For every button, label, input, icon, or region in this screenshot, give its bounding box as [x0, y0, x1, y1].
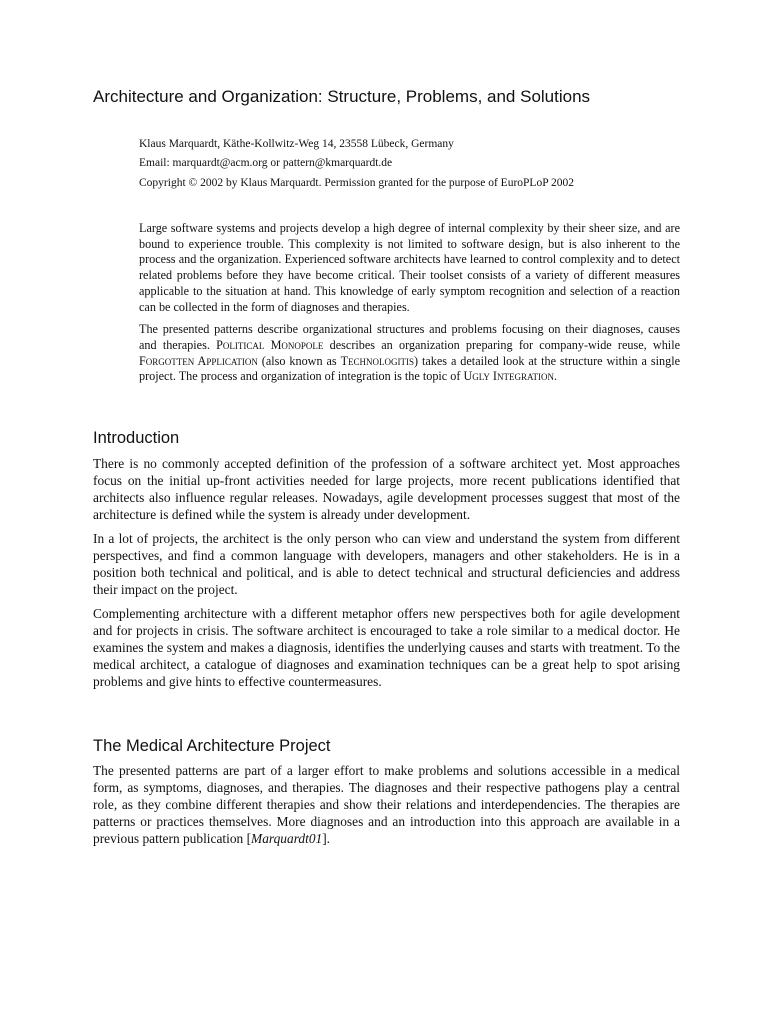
introduction-paragraph-1: There is no commonly accepted definition of the profession of a software architect yet. Most approaches focus on the initial up-front activities needed for large projects, more recent publications identified that architects also influence regular releases. Nowadays, agile development processes suggest that most of the architecture is defined while the system is already under development.: [93, 456, 680, 522]
abstract-text: .: [553, 369, 558, 384]
copyright-notice: Copyright © 2002 by Klaus Marquardt. Permission granted for the purpose of EuroPLoP 2002: [139, 177, 575, 189]
pattern-name-ugly-integration: Ugly Integration: [463, 369, 554, 384]
abstract-paragraph-1: Large software systems and projects develop a high degree of internal complexity by their sheer size, and are bound to experience trouble. This complexity is not limited to software design, but is also inherent to the process and the organization. Experienced software architects have learned to control complexity and to detect related problems before they have become critical. Their toolset consists of a variety of different measures applicable to the situation at hand. This knowledge of early symptom recognition and selection of a reaction can be collected in the form of diagnoses and therapies.: [139, 221, 680, 314]
medical-project-text: The presented patterns are part of a larger effort to make problems and solutions accessible in a medical form, as symptoms, diagnoses, and therapies. The diagnoses and their respective pathogens play a central role, as they combine different therapies and show their relations and interdependencies. The therapies are patterns or practices themselves. More diagnoses and an introduction into this approach are available in a previous pattern publication [: [93, 763, 680, 846]
introduction-body: [93, 455, 680, 697]
abstract: [139, 221, 680, 392]
author-email: Email: marquardt@acm.org or pattern@kmarquardt.de: [139, 157, 393, 169]
introduction-paragraph-2: In a lot of projects, the architect is the only person who can view and understand the system from different perspectives, and find a common language with developers, managers and other stakeholders. He is in a position both technical and political, and is able to detect technical and structural deficiencies and address their impact on the project.: [93, 531, 680, 597]
introduction-paragraph-3: Complementing architecture with a different metaphor offers new perspectives both for agile development and for projects in crisis. The software architect is encouraged to take a role similar to a medical doctor. He examines the system and makes a diagnosis, identifies the underlying causes and starts with treatment. To the medical architect, a catalogue of diagnoses and examination techniques can be a great help to spot arising problems and give hints to effective countermeasures.: [93, 606, 680, 689]
abstract-text: The presented patterns describe organizational structures and problems focusing on their diagnoses, causes and therapies.: [139, 322, 680, 352]
medical-project-text: ].: [322, 831, 331, 846]
author-address: Klaus Marquardt, Käthe-Kollwitz-Weg 14, 23558 Lübeck, Germany: [139, 138, 454, 150]
medical-project-paragraph-1: [93, 762, 680, 847]
section-heading-medical-architecture-project: The Medical Architecture Project: [93, 737, 331, 755]
medical-project-body: [93, 762, 680, 854]
citation-marquardt01: Marquardt01: [251, 831, 323, 846]
abstract-text: (also known as: [257, 353, 341, 368]
document-title: Architecture and Organization: Structure, Problems, and Solutions: [93, 87, 591, 106]
pattern-name-technologitis: Technologitis: [340, 353, 415, 368]
pattern-name-political-monopole: Political Monopole: [216, 337, 324, 352]
abstract-text: ) takes a detailed look at the structure within a single project. The process and organization of integration is the topic of: [139, 353, 681, 384]
abstract-paragraph-2: [139, 322, 680, 385]
section-heading-introduction: Introduction: [93, 429, 180, 447]
pattern-name-forgotten-application: Forgotten Application: [139, 353, 258, 368]
abstract-text: describes an organization preparing for company-wide reuse, while: [323, 337, 680, 352]
